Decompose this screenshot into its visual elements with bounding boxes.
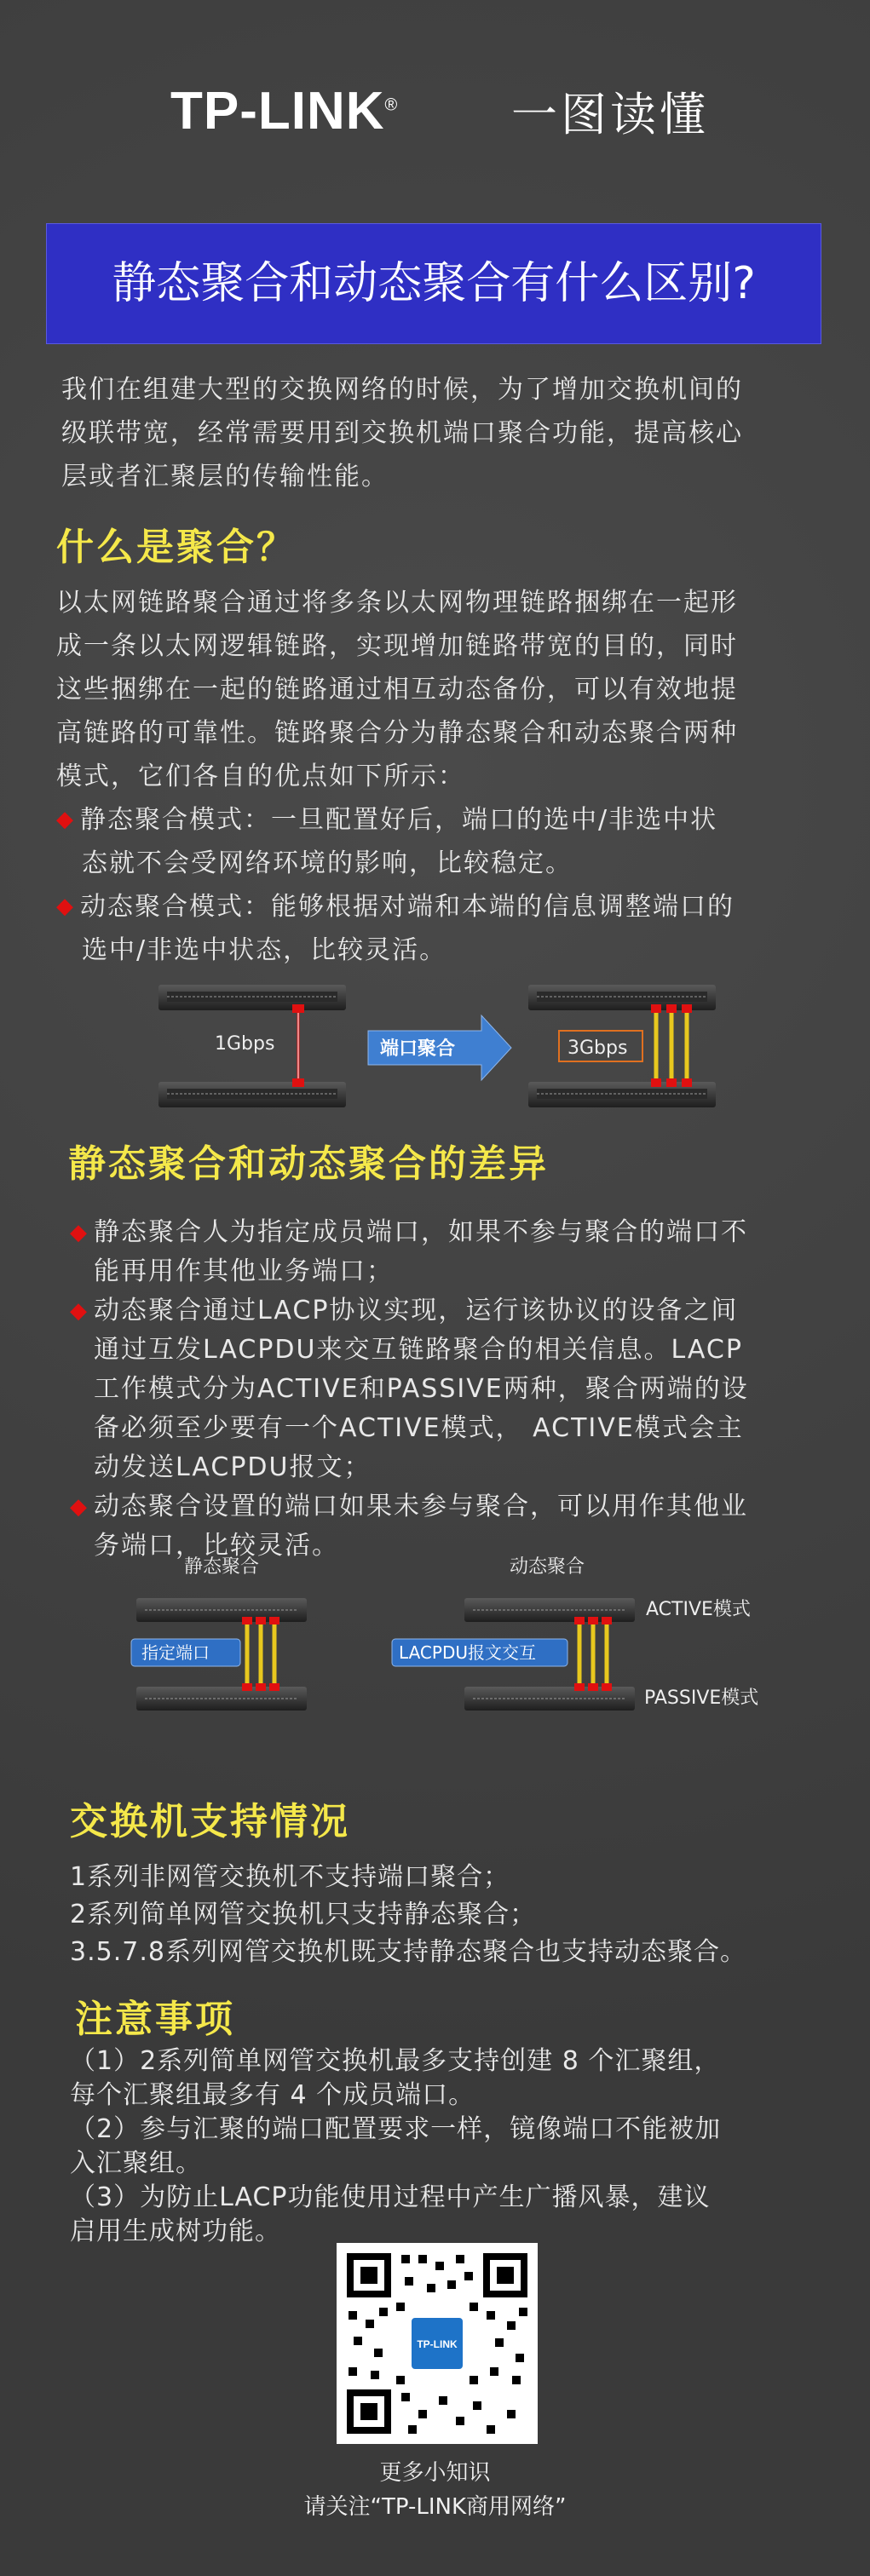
section-heading-what-is-aggregation: 什么是聚合？ bbox=[56, 526, 297, 569]
bullet-line: 态就不会受网络环境的影响，比较稳定。 bbox=[82, 848, 573, 878]
passive-mode-label: PASSIVE模式 bbox=[644, 1688, 759, 1709]
intro-paragraph bbox=[61, 368, 828, 498]
bullet-line: 通过互发LACPDU来交互链路聚合的相关信息。LACP bbox=[94, 1335, 743, 1365]
intro-line: 我们在组建大型的交换网络的时候，为了增加交换机间的 bbox=[61, 375, 743, 405]
static-tag: 指定端口 bbox=[141, 1642, 210, 1663]
qr-logo-text: TP-LINK bbox=[417, 2338, 458, 2350]
body-line: 成一条以太网逻辑链路，实现增加链路带宽的目的，同时 bbox=[56, 631, 738, 661]
body-line: 这些捆绑在一起的链路通过相互动态备份，可以有效地提 bbox=[56, 675, 738, 704]
footer-line-1: 更多小知识 bbox=[379, 2460, 491, 2486]
dynamic-tag: LACPDU报文交互 bbox=[399, 1642, 536, 1663]
body-line: 入汇聚组。 bbox=[70, 2148, 202, 2178]
bullet-diamond-icon: ◆ bbox=[70, 1494, 89, 1520]
static-title: 静态聚合 bbox=[184, 1556, 260, 1578]
bullet-line: 动发送LACPDU报文； bbox=[94, 1452, 372, 1482]
section-heading-differences: 静态聚合和动态聚合的差异 bbox=[68, 1142, 549, 1186]
footer-line-2: 请关注“TP-LINK商用网络” bbox=[303, 2494, 567, 2520]
body-line: 3.5.7.8系列网管交换机既支持静态聚合也支持动态聚合。 bbox=[70, 1937, 746, 1967]
body-line: （1）2系列简单网管交换机最多支持创建 8 个汇聚组， bbox=[70, 2046, 721, 2076]
dynamic-title: 动态聚合 bbox=[510, 1556, 585, 1578]
body-line: 高链路的可靠性。链路聚合分为静态聚合和动态聚合两种 bbox=[56, 718, 738, 748]
bullet-line: 动态聚合模式：能够根据对端和本端的信息调整端口的 bbox=[80, 892, 735, 922]
bullet-line: 备必须至少要有一个ACTIVE模式， ACTIVE模式会主 bbox=[94, 1413, 744, 1443]
body-line: （3）为防止LACP功能使用过程中产生广播风暴，建议 bbox=[70, 2182, 711, 2212]
qr-code[interactable] bbox=[337, 2243, 538, 2444]
bullet-item bbox=[70, 1291, 837, 1487]
header-subtitle: 一图读懂 bbox=[511, 88, 709, 141]
switch-icon bbox=[158, 985, 346, 1010]
switch-icon bbox=[136, 1598, 307, 1622]
bandwidth-label-3g: 3Gbps bbox=[568, 1038, 628, 1059]
static-vs-dynamic-diagram bbox=[128, 1550, 775, 1721]
bullet-line: 能再用作其他业务端口； bbox=[94, 1256, 394, 1286]
bullet-diamond-icon: ◆ bbox=[70, 1220, 89, 1245]
registered-mark: ® bbox=[384, 95, 399, 115]
bullet-line: 动态聚合设置的端口如果未参与聚合，可以用作其他业 bbox=[94, 1492, 748, 1521]
bullet-item bbox=[56, 885, 832, 972]
body-line: （2）参与汇聚的端口配置要求一样，镜像端口不能被加 bbox=[70, 2114, 722, 2144]
body-line: 启用生成树功能。 bbox=[70, 2217, 281, 2246]
bullet-diamond-icon: ◆ bbox=[56, 807, 75, 832]
bullet-line: 静态聚合人为指定成员端口，如果不参与聚合的端口不 bbox=[94, 1217, 748, 1247]
arrow-label: 端口聚合 bbox=[380, 1038, 456, 1060]
intro-line: 层或者汇聚层的传输性能。 bbox=[61, 462, 389, 492]
title-banner bbox=[46, 223, 821, 344]
bullet-diamond-icon: ◆ bbox=[56, 894, 75, 919]
intro-line: 级联带宽，经常需要用到交换机端口聚合功能，提高核心 bbox=[61, 418, 743, 448]
section-heading-notes: 注意事项 bbox=[75, 1998, 235, 2041]
section2-body bbox=[70, 1213, 837, 1566]
bullet-line: 务端口，比较灵活。 bbox=[94, 1531, 339, 1561]
section1-body bbox=[56, 581, 832, 972]
section-heading-switch-support: 交换机支持情况 bbox=[70, 1800, 350, 1843]
body-line: 1系列非网管交换机不支持端口聚合； bbox=[70, 1862, 510, 1892]
bullet-item bbox=[56, 798, 832, 885]
body-line: 2系列简单网管交换机只支持静态聚合； bbox=[70, 1900, 537, 1929]
bullet-diamond-icon: ◆ bbox=[70, 1298, 89, 1324]
bullet-item bbox=[70, 1213, 837, 1291]
active-mode-label: ACTIVE模式 bbox=[646, 1599, 751, 1620]
page-title: 静态聚合和动态聚合有什么区别? bbox=[112, 258, 756, 309]
body-line: 以太网链路聚合通过将多条以太网物理链路捆绑在一起形 bbox=[56, 588, 738, 618]
bullet-line: 选中/非选中状态，比较灵活。 bbox=[82, 935, 447, 965]
switch-icon bbox=[158, 1082, 346, 1107]
bandwidth-label-1g: 1Gbps bbox=[215, 1033, 275, 1055]
body-line: 每个汇聚组最多有 4 个成员端口。 bbox=[70, 2080, 475, 2110]
bullet-line: 动态聚合通过LACP协议实现，运行该协议的设备之间 bbox=[94, 1296, 739, 1325]
brand-logo: TP-LINK® bbox=[170, 82, 399, 141]
body-line: 模式，它们各自的优点如下所示： bbox=[56, 762, 465, 791]
aggregation-diagram bbox=[153, 971, 733, 1124]
section3-body bbox=[70, 1859, 854, 1971]
section4-body bbox=[70, 2044, 854, 2249]
bullet-line: 静态聚合模式：一旦配置好后，端口的选中/非选中状 bbox=[80, 805, 718, 835]
bullet-line: 工作模式分为ACTIVE和PASSIVE两种，聚合两端的设 bbox=[94, 1374, 749, 1404]
switch-icon bbox=[136, 1687, 307, 1711]
